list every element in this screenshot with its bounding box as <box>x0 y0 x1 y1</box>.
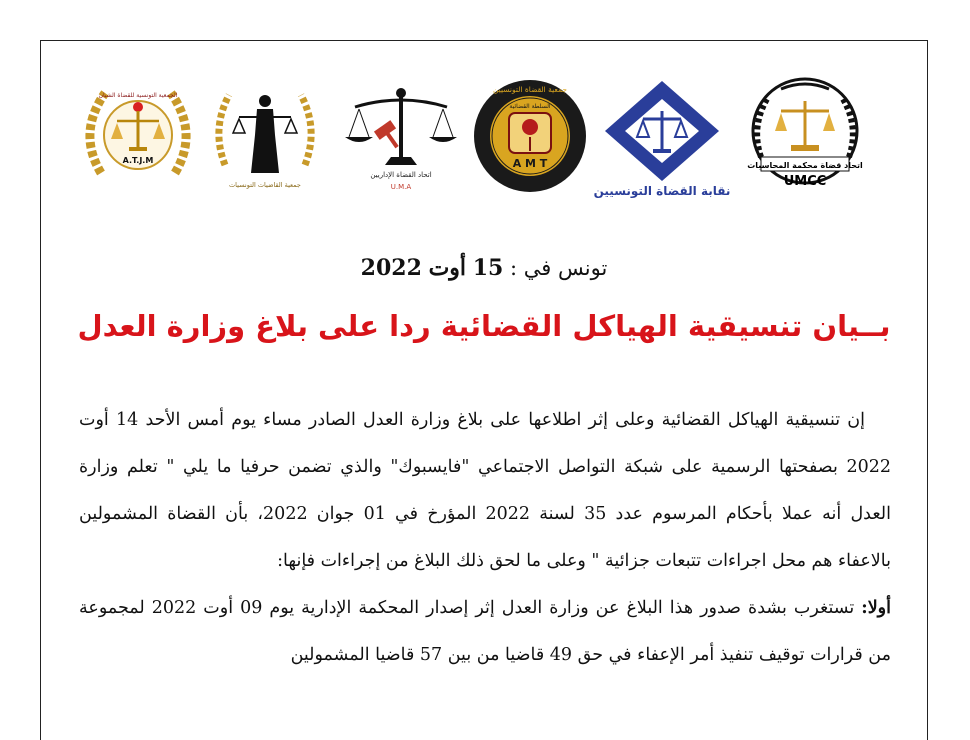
uma-abbrev: U.M.A <box>390 183 412 191</box>
first-point-paragraph <box>79 585 891 679</box>
amt-logo <box>471 77 589 195</box>
uma-logo <box>341 85 461 193</box>
document-body <box>79 397 891 679</box>
amt-inner-text: السلطة القضائية <box>509 103 551 110</box>
amt-top-text: جمعية القضاة التونسيين <box>492 85 568 94</box>
snmt-logo <box>593 77 731 199</box>
date-day: 15 <box>472 255 504 281</box>
date-month: أوت <box>428 255 467 281</box>
uma-text: اتحاد القضاة الإداريين <box>370 171 432 179</box>
atjm-abbrev: A.T.J.M <box>122 156 154 165</box>
atjm-top-text: الجمعية التونسية للقضاة الشبان <box>98 92 178 99</box>
intro-paragraph: إن تنسيقية الهياكل القضائية وعلى إثر اطلاعها على بلاغ وزارة العدل الصادر مساء يوم أمس الأحد 14 أوت 2022 بصفحتها الرسمية على شبكة التواصل الاجتماعي "فايسبوك" والذي تضمن حرفيا ما يلي " تعلم وزارة العدل أنه عملا بأحكام المرسوم عدد 35 لسنة 2022 المؤرخ في 01 جوان 2022، بأن القضاة المشمولين بالاعفاء هم محل اجراءات تتبعات جزائية " وعلى ما لحق ذلك البلاغ من إجراءات فإنها: <box>79 410 891 571</box>
umcc-logo <box>741 77 869 195</box>
atjm-logo <box>79 77 197 197</box>
document-title: بــيان تنسيقية الهياكل القضائية ردا على بلاغ وزارة العدل <box>77 309 891 343</box>
document-date <box>41 255 927 281</box>
ajt-women-logo <box>209 79 321 195</box>
date-prefix: تونس في : <box>510 256 608 280</box>
umcc-abbrev: UMCC <box>783 174 827 189</box>
document-page <box>40 40 928 740</box>
first-point-label: أولا: <box>861 598 891 618</box>
ajt-women-text: جمعية القاضيات التونسيات <box>229 181 301 189</box>
amt-abbrev: A M T <box>512 157 548 170</box>
umcc-arabic-text: اتحاد قضاة محكمة المحاسبات <box>747 161 863 170</box>
first-point-text: تستغرب بشدة صدور هذا البلاغ عن وزارة العدل إثر إصدار المحكمة الإدارية يوم 09 أوت 2022 لمجموعة من قرارات توقيف تنفيذ أمر الإعفاء في حق 49 قاضيا من بين 57 قاضيا المشمولين <box>79 598 891 665</box>
logos-row <box>41 77 927 207</box>
date-year: 2022 <box>360 255 422 281</box>
snmt-text: نقابة القضاة التونسيين <box>593 184 731 198</box>
